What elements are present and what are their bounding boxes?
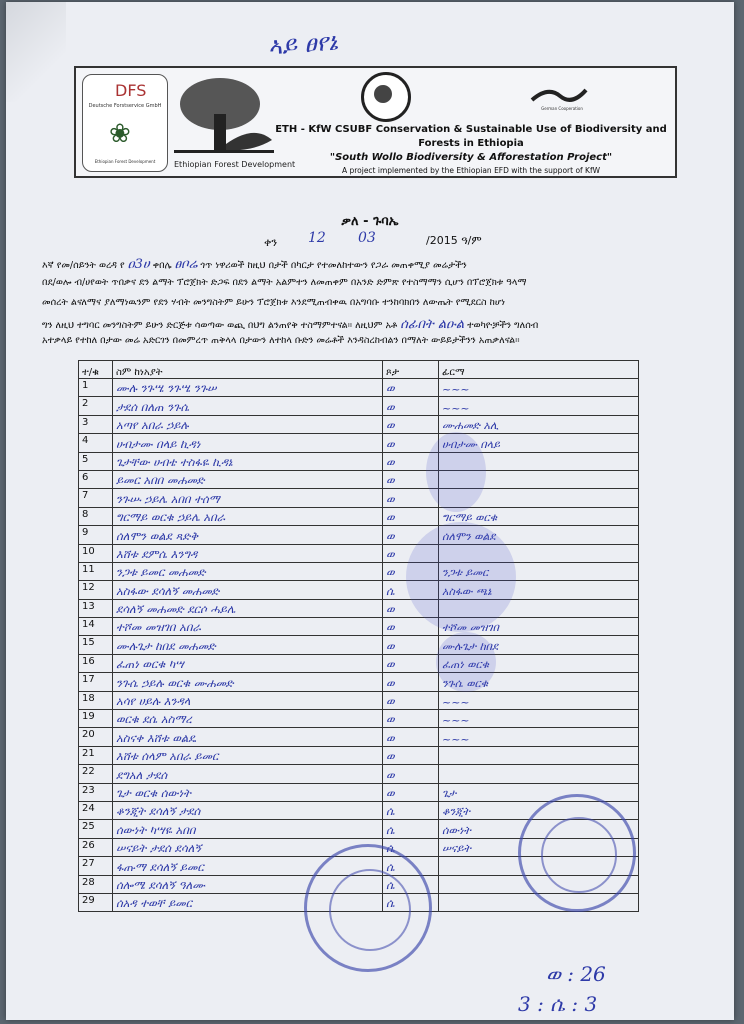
- row-number: 28: [79, 875, 113, 893]
- header-signature: ፊርማ: [439, 361, 639, 379]
- row-name: ወርቁ ደሴ አስማረ: [113, 710, 383, 728]
- row-number: 7: [79, 489, 113, 507]
- row-name: ጌታ ወርቁ ሰውነት: [113, 783, 383, 801]
- row-sex: ሴ: [383, 581, 439, 599]
- row-sex: ወ: [383, 599, 439, 617]
- kfw-text: German Cooperation: [541, 106, 583, 111]
- table-row: [79, 691, 639, 709]
- row-number: 25: [79, 820, 113, 838]
- row-number: 15: [79, 636, 113, 654]
- table-row: [79, 599, 639, 617]
- table-row: [79, 746, 639, 764]
- row-signature: ሠናይት: [439, 838, 639, 856]
- row-signature: ሙሐመድ አሊ: [439, 415, 639, 433]
- row-name: ሙሉጌታ ከበደ መሐመድ: [113, 636, 383, 654]
- row-sex: ወ: [383, 379, 439, 397]
- row-name: አጣየ አበራ ኃይሉ: [113, 415, 383, 433]
- row-signature: ~~~: [439, 397, 639, 415]
- row-name: ተሾመ መዝገበ አበራ: [113, 618, 383, 636]
- table-row: [79, 581, 639, 599]
- row-name: ንጉሴ ኃይሉ ወርቁ ሙሐመድ: [113, 673, 383, 691]
- efd-label: Ethiopian Forest Development: [174, 160, 296, 169]
- table-header-row: [79, 361, 639, 379]
- header-name: ስም ከነአያት: [113, 361, 383, 379]
- p1-text-a: እኛ የመ/ሰይንት ወረዳ የ: [42, 260, 125, 271]
- row-number: 4: [79, 434, 113, 452]
- row-number: 14: [79, 618, 113, 636]
- table-row: [79, 434, 639, 452]
- project-banner: [74, 66, 677, 178]
- row-name: አስፋው ደሳለኝ መሐመድ: [113, 581, 383, 599]
- row-name: እሸቱ ሰላም አበራ ይመር: [113, 746, 383, 764]
- row-number: 3: [79, 415, 113, 433]
- row-signature: አስፋው ጫኔ: [439, 581, 639, 599]
- row-sex: ወ: [383, 452, 439, 470]
- dfs-sub: Ethiopian Forest Development: [94, 159, 156, 164]
- paragraph-line-1: [42, 258, 702, 271]
- row-name: ንጉሡ ኃይሌ አበበ ተሰማ: [113, 489, 383, 507]
- banner-project-name: "South Wollo Biodiversity & Afforestation Project": [329, 152, 613, 163]
- row-name: አስናቀ እሸቱ ወልዴ: [113, 728, 383, 746]
- table-row: [79, 489, 639, 507]
- row-name: ፈጠነ ወርቁ ካሣ: [113, 654, 383, 672]
- row-sex: ሴ: [383, 801, 439, 819]
- row-sex: ወ: [383, 728, 439, 746]
- ink-smudge: [436, 632, 496, 692]
- row-signature: ~~~: [439, 728, 639, 746]
- table-row: [79, 636, 639, 654]
- row-name: ፋጡማ ደሳለኝ ይመር: [113, 857, 383, 875]
- table-row: [79, 673, 639, 691]
- row-number: 13: [79, 599, 113, 617]
- dfs-mark: DFS: [115, 81, 147, 100]
- row-sex: ወ: [383, 673, 439, 691]
- p4-text-b: ተወካዮቻችን ግለሰብ: [467, 320, 539, 331]
- p4-text-a: ግን ለዚህ ተግባር መንግስትም ይሁን ድርጅቱ ሳወጣው ወጪ በህግ ልንጠየቅ ተስማምተናል። ለዚህም አቶ: [42, 320, 398, 331]
- official-stamp-right: [518, 794, 636, 912]
- row-name: እሸቱ ደምሴ እንግዳ: [113, 544, 383, 562]
- row-number: 26: [79, 838, 113, 856]
- row-name: ቆንጂት ደሳለኝ ታደሰ: [113, 801, 383, 819]
- header-sex: ጾታ: [383, 361, 439, 379]
- row-number: 27: [79, 857, 113, 875]
- row-number: 23: [79, 783, 113, 801]
- dfs-text: Deutsche Forstservice GmbH: [88, 103, 162, 109]
- row-sex: ወ: [383, 562, 439, 580]
- row-signature: ጌታ: [439, 783, 639, 801]
- row-sex: ሴ: [383, 820, 439, 838]
- paragraph-line-4: [42, 318, 702, 331]
- row-name: ደግአለ ታደሰ: [113, 765, 383, 783]
- row-number: 9: [79, 526, 113, 544]
- table-row: [79, 415, 639, 433]
- table-row: [79, 470, 639, 488]
- row-sex: ወ: [383, 765, 439, 783]
- dfs-logo: [82, 74, 168, 172]
- official-stamp-center: [304, 844, 432, 972]
- row-name: ሰውነት ካሣዬ አበበ: [113, 820, 383, 838]
- row-number: 17: [79, 673, 113, 691]
- row-number: 11: [79, 562, 113, 580]
- row-sex: ወ: [383, 507, 439, 525]
- row-sex: ወ: [383, 636, 439, 654]
- row-number: 6: [79, 470, 113, 488]
- row-signature: ቆንጂት: [439, 801, 639, 819]
- row-number: 19: [79, 710, 113, 728]
- table-row: [79, 654, 639, 672]
- row-signature: ፈጠነ ወርቁ: [439, 654, 639, 672]
- row-number: 12: [79, 581, 113, 599]
- row-sex: ሴ: [383, 893, 439, 911]
- row-signature: ግርማይ ወርቁ: [439, 507, 639, 525]
- row-signature: ~~~: [439, 379, 639, 397]
- row-number: 29: [79, 893, 113, 911]
- row-sex: ወ: [383, 470, 439, 488]
- row-sex: ወ: [383, 710, 439, 728]
- banner-subtitle: A project implemented by the Ethiopian EFD with the support of KfW: [341, 166, 601, 175]
- banner-title-line2: Forests in Ethiopia: [418, 138, 524, 149]
- row-name: ታደሰ በለጠ ንጉሴ: [113, 397, 383, 415]
- row-number: 5: [79, 452, 113, 470]
- row-number: 20: [79, 728, 113, 746]
- row-number: 10: [79, 544, 113, 562]
- header-number: ተ/ቁ: [79, 361, 113, 379]
- paragraph-line-3: መሰረት ልናለማና ያለማነዉንም የደን ሃብት መንግስትም ይሁን ፕሮጀክቱ እንደሚጠብቀዉ በአግባቡ ተንከባክበን ለውጤት የሚደርስ ከሆነ: [42, 297, 506, 308]
- row-sex: ወ: [383, 691, 439, 709]
- row-name: ግርማይ ወርቁ ኃይሌ አበራ: [113, 507, 383, 525]
- p4-fill-representative: ሰፊበት ልዑል: [400, 317, 465, 332]
- row-sex: ወ: [383, 654, 439, 672]
- row-signature: [439, 746, 639, 764]
- row-signature: ንጋቱ ይመር: [439, 562, 639, 580]
- row-name: ሰለሞን ወልደ ጻድቅ: [113, 526, 383, 544]
- efd-tree-logo: [174, 74, 276, 160]
- ink-smudge: [426, 432, 486, 512]
- date-month: 03: [358, 230, 376, 246]
- table-row: [79, 710, 639, 728]
- tree-icon: ❀: [109, 119, 131, 149]
- row-sex: ወ: [383, 746, 439, 764]
- ink-smudge: [406, 522, 516, 632]
- row-sex: ወ: [383, 783, 439, 801]
- row-number: 16: [79, 654, 113, 672]
- date-day: 12: [308, 230, 326, 246]
- tally-note-2: 3 : ሴ : 3: [518, 992, 598, 1016]
- table-row: [79, 618, 639, 636]
- p1-fill-got: ፀቦሬ: [174, 257, 198, 272]
- row-name: ደሳለኝ መሐመድ ደርሶ ሓይሌ: [113, 599, 383, 617]
- row-name: ንጋቱ ይመር መሐመድ: [113, 562, 383, 580]
- row-sex: ወ: [383, 489, 439, 507]
- row-signature: ሙሉጌታ ከበደ: [439, 636, 639, 654]
- table-row: [79, 397, 639, 415]
- row-sex: ወ: [383, 415, 439, 433]
- row-number: 21: [79, 746, 113, 764]
- row-sex: ሴ: [383, 838, 439, 856]
- row-signature: ~~~: [439, 691, 639, 709]
- date-year: /2015 ዓ/ም: [426, 234, 482, 247]
- row-sex: ወ: [383, 434, 439, 452]
- p1-fill-kebele: ዐ3ሀ: [127, 257, 150, 272]
- row-sex: ሴ: [383, 857, 439, 875]
- row-sex: ወ: [383, 397, 439, 415]
- table-row: [79, 728, 639, 746]
- document-title: ቃለ - ጉባኤ: [341, 214, 399, 229]
- table-row: [79, 379, 639, 397]
- table-row: [79, 765, 639, 783]
- paragraph-line-5: አተቃላይ የተከለ በታው መሬ አድርገን በመምረጥ ጠቅላላ በታውን ለተከላ ቡድን መሬቶች እንዳስረከብልን በማለት ውይይታችንን አጠቃለናል።: [42, 335, 520, 346]
- row-sex: ሴ: [383, 875, 439, 893]
- row-name: አሳየ ሀይሉ እንዳላ: [113, 691, 383, 709]
- row-number: 24: [79, 801, 113, 819]
- row-sex: ወ: [383, 526, 439, 544]
- row-name: ሠናይት ታደሰ ደሳለኝ: [113, 838, 383, 856]
- row-name: ይመር አበበ መሐመድ: [113, 470, 383, 488]
- row-name: ሙሉ ንጉሤ ንጉሤ ንጉሠ: [113, 379, 383, 397]
- table-row: [79, 507, 639, 525]
- row-name: ሰሎሜ ደሳለኝ ዓለሙ: [113, 875, 383, 893]
- table-row: [79, 544, 639, 562]
- table-row: [79, 562, 639, 580]
- p1-text-c: ጎጥ ነዋሪወች ከዚህ በታች በካርታ የተመለከተውን የጋራ መጠቀሚያ መሬታችን: [200, 260, 467, 271]
- handwritten-header: ኣይ ፀየኔ: [267, 27, 339, 61]
- row-signature: ሰለሞን ወልደ: [439, 526, 639, 544]
- row-signature: ሰውነት: [439, 820, 639, 838]
- row-sex: ወ: [383, 544, 439, 562]
- row-name: ሰአዳ ተወቸ ይመር: [113, 893, 383, 911]
- document-page: [6, 2, 734, 1020]
- row-name: ጌታቸው ሀብቴ ተስፋዬ ኪዳኔ: [113, 452, 383, 470]
- row-number: 18: [79, 691, 113, 709]
- table-row: [79, 526, 639, 544]
- table-row: [79, 452, 639, 470]
- row-name: ሀብታሙ በላይ ኪዳነ: [113, 434, 383, 452]
- row-signature: ተሾመ መዝገበ: [439, 618, 639, 636]
- row-signature: ንጉሴ ወርቁ: [439, 673, 639, 691]
- banner-title-line1: ETH - KfW CSUBF Conservation & Sustainable Use of Biodiversity and: [275, 124, 667, 135]
- paragraph-line-2: በደ/ወሎ ብ/ሀየወት ጥበቃና ደን ልማት ፕሮጀክት ድጋፍ በደን ልማት አልምተን ለመጠቀም በአንድ ድምጽ የተስማማን ሲሆን በፕሮጀክቱ ዓላማ: [42, 277, 527, 288]
- row-signature: ~~~: [439, 710, 639, 728]
- row-number: 8: [79, 507, 113, 525]
- row-number: 2: [79, 397, 113, 415]
- row-signature: [439, 765, 639, 783]
- date-prefix: ቀን: [264, 236, 278, 249]
- row-signature: ሀብታሙ በላይ: [439, 434, 639, 452]
- p1-text-b: ቀበሌ: [152, 260, 172, 271]
- row-number: 22: [79, 765, 113, 783]
- tally-note-1: ወ : 26: [546, 962, 606, 986]
- row-number: 1: [79, 379, 113, 397]
- row-sex: ወ: [383, 618, 439, 636]
- ethiopia-seal-logo: [361, 72, 411, 122]
